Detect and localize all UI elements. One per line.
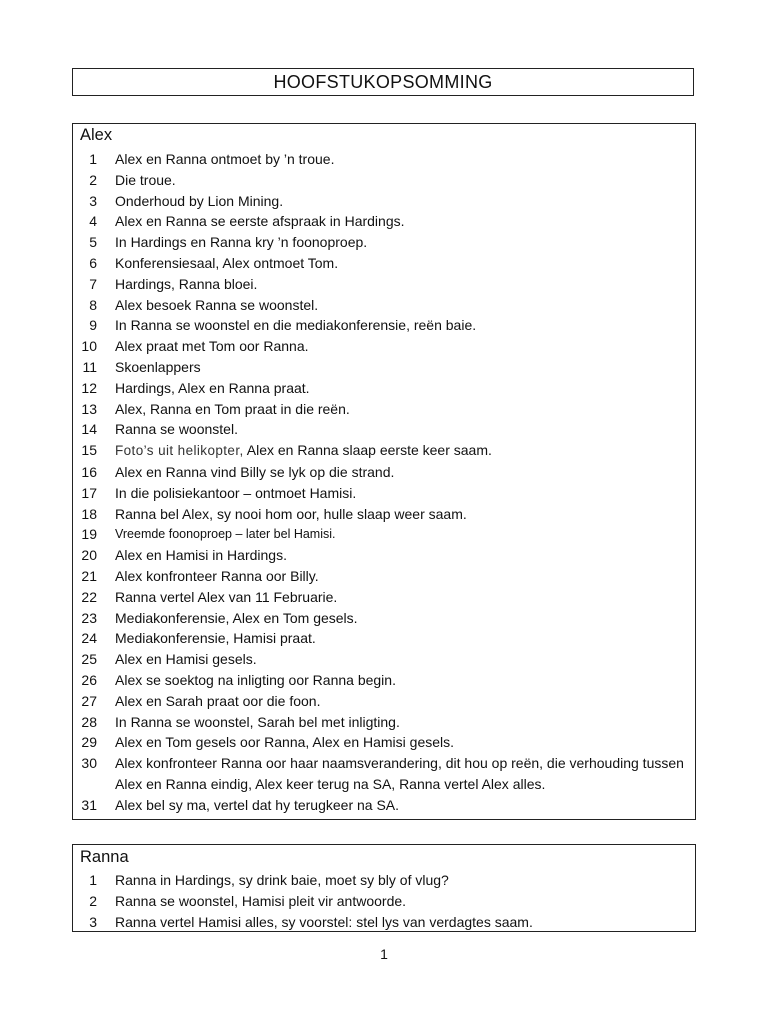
chapter-summary: Hardings, Alex en Ranna praat. [115, 379, 310, 396]
chapter-number: 6 [89, 254, 97, 271]
chapter-item [73, 149, 695, 170]
chapter-summary-prefix: Foto’s uit helikopter, [115, 443, 244, 459]
chapter-summary: Ranna in Hardings, sy drink baie, moet sy bly of vlug? [115, 872, 449, 888]
chapter-number: 16 [81, 463, 97, 480]
chapter-summary: Alex en Ranna se eerste afspraak in Hardings. [115, 213, 405, 230]
chapter-item [73, 504, 695, 525]
chapter-item [73, 357, 695, 378]
chapter-summary: Skoenlappers [115, 358, 201, 375]
chapter-summary: Ranna vertel Alex van 11 Februarie. [115, 588, 338, 605]
chapter-summary: Alex konfronteer Ranna oor haar naamsverandering, dit hou op reën, die verhouding tussen Alex en Ranna eindig, Alex keer terug na SA, Ranna vertel Alex alles. [115, 755, 684, 792]
chapter-summary: Konferensiesaal, Alex ontmoet Tom. [115, 254, 339, 271]
section-heading: Ranna [80, 848, 129, 866]
chapter-summary: Alex en Ranna vind Billy se lyk op die strand. [115, 463, 395, 480]
chapter-summary: Alex, Ranna en Tom praat in die reën. [115, 400, 350, 417]
chapter-summary: Mediakonferensie, Alex en Tom gesels. [115, 609, 358, 626]
chapter-item [73, 712, 695, 733]
chapter-summary: In Ranna se woonstel, Sarah bel met inligting. [115, 713, 400, 730]
chapter-item [73, 732, 695, 753]
chapter-item [73, 462, 695, 483]
chapter-number: 31 [81, 796, 97, 813]
chapter-item [73, 232, 695, 253]
chapter-item [73, 912, 695, 933]
chapter-summary [115, 440, 689, 462]
chapter-item [73, 274, 695, 295]
chapter-summary: In Hardings en Ranna kry ’n foonoproep. [115, 234, 368, 251]
chapter-summary: Alex en Ranna ontmoet by ’n troue. [115, 151, 335, 167]
chapter-number: 5 [89, 234, 97, 251]
chapter-item [73, 315, 695, 336]
chapter-summary: Alex konfronteer Ranna oor Billy. [115, 567, 319, 584]
chapter-number: 22 [81, 588, 97, 605]
chapter-number: 24 [81, 630, 97, 647]
chapter-item [73, 419, 695, 440]
chapter-item [73, 566, 695, 587]
chapter-summary: Alex besoek Ranna se woonstel. [115, 296, 319, 313]
chapter-summary: Vreemde foonoproep – later bel Hamisi. [115, 527, 336, 542]
chapter-number: 18 [81, 505, 97, 522]
chapter-item [73, 440, 695, 462]
chapter-number: 2 [89, 892, 97, 909]
chapter-item [73, 753, 695, 795]
chapter-summary: Onderhoud by Lion Mining. [115, 192, 284, 209]
chapter-item [73, 608, 695, 629]
chapter-number: 9 [89, 317, 97, 334]
chapter-number: 17 [81, 484, 97, 501]
chapter-number: 25 [81, 651, 97, 668]
chapter-item [73, 587, 695, 608]
chapter-item [73, 399, 695, 420]
chapter-list [73, 870, 695, 932]
chapter-summary: Ranna se woonstel, Hamisi pleit vir antwoorde. [115, 892, 407, 909]
chapter-number: 23 [81, 609, 97, 626]
document-title: HOOFSTUKOPSOMMING [72, 68, 694, 96]
chapter-summary: Alex en Hamisi gesels. [115, 651, 257, 668]
chapter-summary: In die polisiekantoor – ontmoet Hamisi. [115, 484, 357, 501]
chapter-summary: Alex en Tom gesels oor Ranna, Alex en Hamisi gesels. [115, 734, 455, 751]
chapter-number: 13 [81, 400, 97, 417]
chapter-item [73, 191, 695, 212]
chapter-item [73, 295, 695, 316]
chapter-number: 12 [81, 379, 97, 396]
chapter-number: 8 [89, 296, 97, 313]
chapter-summary: Alex en Sarah praat oor die foon. [115, 692, 321, 709]
chapter-item [73, 891, 695, 912]
chapter-number: 20 [81, 547, 97, 564]
chapter-number: 27 [81, 692, 97, 709]
chapter-number: 30 [81, 755, 97, 772]
chapter-item [73, 628, 695, 649]
chapter-item [73, 670, 695, 691]
chapter-number: 4 [89, 213, 97, 230]
chapter-summary-text: Alex en Ranna slaap eerste keer saam. [243, 442, 492, 459]
chapter-item [73, 524, 695, 545]
section-heading: Alex [80, 126, 113, 144]
chapter-number: 26 [81, 671, 97, 688]
chapter-summary: Ranna bel Alex, sy nooi hom oor, hulle slaap weer saam. [115, 505, 467, 522]
chapter-summary: Alex bel sy ma, vertel dat hy terugkeer na SA. [115, 796, 400, 813]
chapter-item [73, 691, 695, 712]
chapter-item [73, 253, 695, 274]
chapter-item [73, 795, 695, 816]
chapter-summary: Mediakonferensie, Hamisi praat. [115, 630, 316, 647]
chapter-item [73, 211, 695, 232]
chapter-number: 3 [89, 192, 97, 209]
chapter-number: 29 [81, 734, 97, 751]
chapter-item [73, 378, 695, 399]
chapter-number: 10 [81, 338, 97, 355]
chapter-summary: Alex praat met Tom oor Ranna. [115, 338, 309, 355]
chapter-list [73, 149, 695, 816]
chapter-summary: Hardings, Ranna bloei. [115, 275, 258, 292]
chapter-item [73, 870, 695, 891]
section-ranna [72, 844, 696, 932]
section-alex [72, 123, 696, 820]
chapter-number: 1 [89, 151, 97, 167]
chapter-item [73, 483, 695, 504]
chapter-number: 28 [81, 713, 97, 730]
chapter-item [73, 649, 695, 670]
page-number: 1 [380, 946, 388, 962]
chapter-item [73, 170, 695, 191]
chapter-number: 7 [89, 275, 97, 292]
chapter-number: 19 [81, 526, 97, 543]
chapter-summary: Ranna vertel Hamisi alles, sy voorstel: stel lys van verdagtes saam. [115, 913, 533, 930]
chapter-number: 14 [81, 421, 97, 438]
chapter-summary: Alex en Hamisi in Hardings. [115, 547, 287, 564]
chapter-number: 21 [81, 567, 97, 584]
chapter-number: 1 [89, 872, 97, 888]
chapter-summary: Die troue. [115, 171, 176, 188]
chapter-summary: Ranna se woonstel. [115, 421, 238, 438]
chapter-number: 3 [89, 913, 97, 930]
chapter-item [73, 545, 695, 566]
chapter-number: 2 [89, 171, 97, 188]
chapter-item [73, 336, 695, 357]
chapter-summary: Alex se soektog na inligting oor Ranna begin. [115, 671, 396, 688]
chapter-number: 11 [82, 358, 97, 375]
chapter-number: 15 [81, 442, 97, 459]
chapter-summary: In Ranna se woonstel en die mediakonferensie, reën baie. [115, 317, 477, 334]
